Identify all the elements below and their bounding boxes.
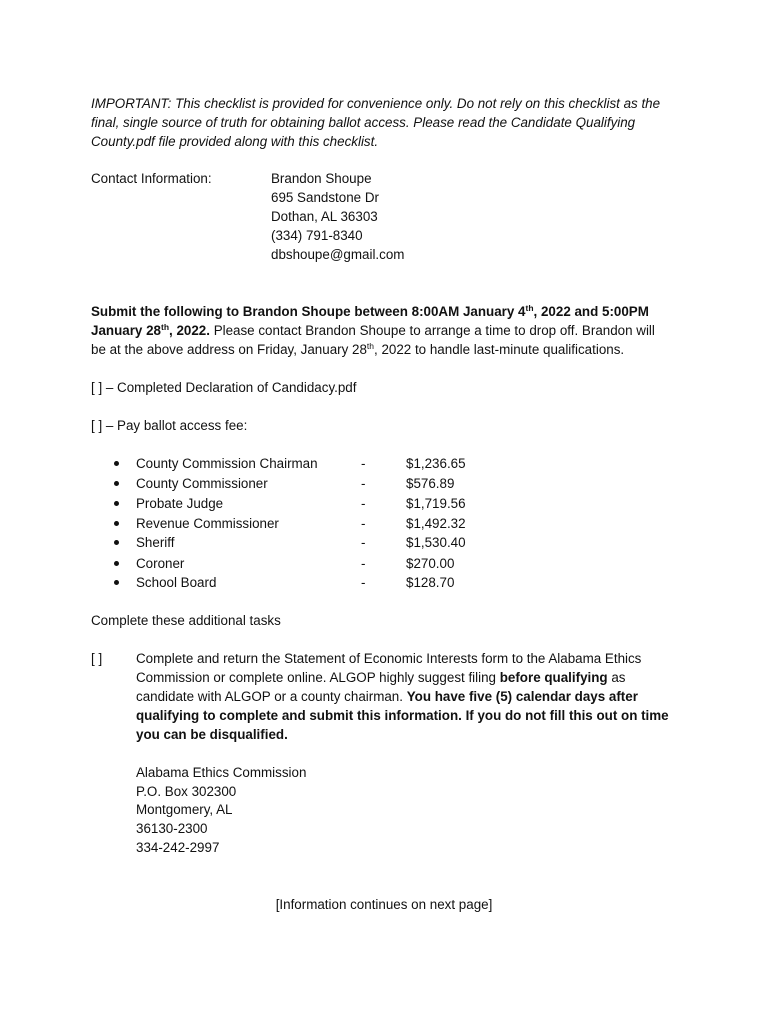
fee-amount: $1,530.40	[406, 535, 466, 550]
fee-amount: $1,492.32	[406, 516, 466, 531]
bullet-icon	[113, 533, 121, 552]
bullet-icon	[113, 573, 121, 592]
fee-dash: -	[361, 535, 366, 550]
ethics-address-name: Alabama Ethics Commission	[136, 765, 307, 780]
contact-street: 695 Sandstone Dr	[271, 190, 379, 205]
bullet-icon	[113, 454, 121, 473]
fee-dash: -	[361, 456, 366, 471]
bullet-icon	[113, 494, 121, 513]
contact-city: Dothan, AL 36303	[271, 209, 378, 224]
important-line-3: County.pdf file provided along with this checklist.	[91, 134, 379, 149]
fee-dash: -	[361, 496, 366, 511]
submit-line-2: January 28th, 2022. Please contact Brandon Shoupe to arrange a time to drop off. Brandon will	[91, 322, 655, 338]
fee-office: Coroner	[136, 556, 185, 571]
fee-office: County Commissioner	[136, 476, 268, 491]
bullet-icon	[113, 514, 121, 533]
ethics-address-city: Montgomery, AL	[136, 802, 233, 817]
important-line-2: final, single source of truth for obtaining ballot access. Please read the Candidate Qualifying	[91, 115, 636, 130]
fee-office: Sheriff	[136, 535, 175, 550]
fee-office: County Commission Chairman	[136, 456, 318, 471]
ethics-task-line-2: Commission or complete online. ALGOP highly suggest filing before qualifying as	[136, 670, 626, 685]
submit-line-1: Submit the following to Brandon Shoupe between 8:00AM January 4th, 2022 and 5:00PM	[91, 303, 649, 319]
fee-amount: $1,236.65	[406, 456, 466, 471]
ethics-task-line-3: candidate with ALGOP or a county chairman. You have five (5) calendar days after	[136, 689, 638, 704]
fee-office: Revenue Commissioner	[136, 516, 279, 531]
fee-amount: $576.89	[406, 476, 455, 491]
ethics-task-line-5: you can be disqualified.	[136, 727, 288, 742]
ethics-address-phone: 334-242-2997	[136, 840, 220, 855]
bullet-icon	[113, 554, 121, 573]
fee-amount: $270.00	[406, 556, 455, 571]
fee-office: Probate Judge	[136, 496, 224, 511]
fee-checklist-item: [ ] – Pay ballot access fee:	[91, 418, 248, 433]
fee-dash: -	[361, 516, 366, 531]
declaration-checklist-item: [ ] – Completed Declaration of Candidacy.pdf	[91, 380, 357, 395]
continuation-note: [Information continues on next page]	[275, 897, 493, 912]
ethics-address-pobox: P.O. Box 302300	[136, 784, 237, 799]
submit-line-3: be at the above address on Friday, January 28th, 2022 to handle last-minute qualifications.	[91, 341, 625, 357]
contact-label: Contact Information:	[91, 171, 212, 186]
contact-email: dbshoupe@gmail.com	[271, 247, 405, 262]
fee-dash: -	[361, 575, 366, 590]
fee-dash: -	[361, 556, 366, 571]
ethics-task-line-1: Complete and return the Statement of Economic Interests form to the Alabama Ethics	[136, 651, 642, 666]
contact-name: Brandon Shoupe	[271, 171, 372, 186]
contact-phone: (334) 791-8340	[271, 228, 363, 243]
important-line-1: IMPORTANT: This checklist is provided for convenience only. Do not rely on this checklist as the	[91, 96, 661, 111]
fee-office: School Board	[136, 575, 217, 590]
fee-dash: -	[361, 476, 366, 491]
ethics-task-line-4: qualifying to complete and submit this information. If you do not fill this out on time	[136, 708, 669, 723]
ethics-address-zip: 36130-2300	[136, 821, 208, 836]
additional-tasks-heading: Complete these additional tasks	[91, 613, 281, 628]
fee-amount: $1,719.56	[406, 496, 466, 511]
ethics-task-checkbox: [ ]	[91, 651, 103, 666]
fee-amount: $128.70	[406, 575, 455, 590]
bullet-icon	[113, 474, 121, 493]
